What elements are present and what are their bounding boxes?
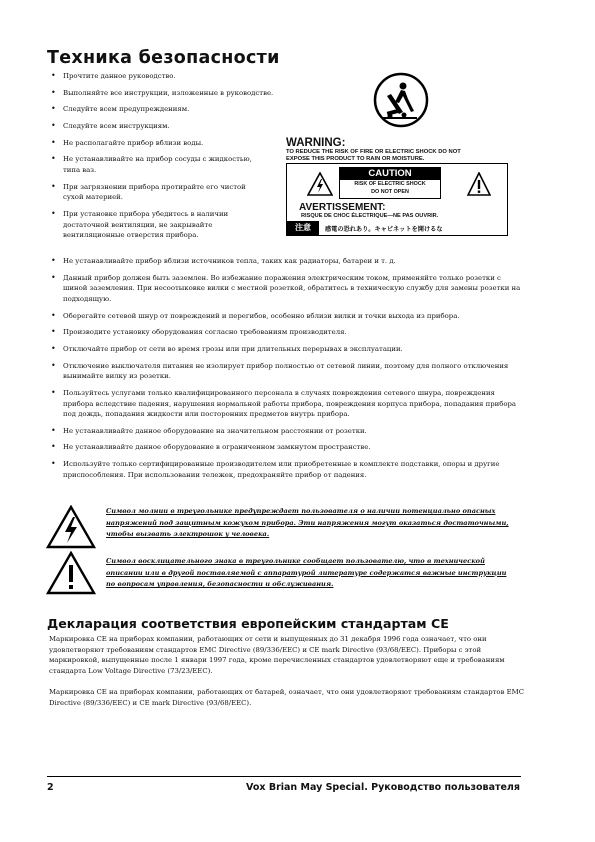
list-item: • Не устанавливайте данное оборудование в ограниченном замкнутом пространстве.	[49, 442, 527, 453]
list-item: • Выполняйте все инструкции, изложенные в руководстве.	[49, 88, 279, 99]
jp-text: 感電の恐れあり。キャビネットを開けるな	[325, 225, 443, 233]
footer-doc-title: Vox Brian May Special. Руководство пользователя	[246, 782, 520, 793]
warning-line1: TO REDUCE THE RISK OF FIRE OR ELECTRIC SHOCK DO NOT	[286, 149, 461, 155]
caution-panel	[339, 167, 441, 199]
footer-divider	[47, 776, 521, 777]
exclamation-symbol-note: Символ восклицательного знака в треугольнике сообщает пользователю, что в технической описании или в другой поставляемой с аппаратурой литературе содержатся важные инструкции по вопросам управления, безопасности и обслуживания.	[106, 557, 507, 589]
list-item: • Производите установку оборудования согласно требованиям производителя.	[49, 327, 527, 338]
list-item: • Используйте только сертифицированные производителем или приобретенные в комплекте подставки, опоры и другие приспособления. При использовании тележек, предохраняйте прибор от падения.	[49, 459, 527, 480]
list-item: • Пользуйтесь услугами только квалифицированного персонала в случаях повреждения сетевого шнура, повреждения прибора вследствие падения, нарушения нормальной работы прибора, повреждения корпуса прибора, попадания прибора под дождь, попадания жидкости или посторонних предметов внутрь прибора.	[49, 388, 527, 420]
lightning-triangle-icon	[46, 505, 96, 549]
caution-label: CAUTION	[340, 168, 440, 180]
list-item: • Не устанавливайте данное оборудование на значительном расстоянии от розетки.	[49, 426, 527, 437]
ce-paragraph-1: Маркировка CE на приборах компании, работающих от сети и выпущенных до 31 декабря 1996 года означает, что они удовлетворяют требованиям стандартов EMC Directive (89/336/EEC) и CE mark Directive (93/68/EEC). Приборы с этой маркировкой, выпущенные после 1 январи 1997 года, кроме перечисленных стандартов удовлетворяют еще и требованиям стандарта Low Voltage Directive (73/23/EEC).	[49, 635, 505, 675]
list-item: • Не располагайте прибор вблизи воды.	[49, 138, 279, 149]
avertissement-text: RISQUE DE CHOC ÉLECTRIQUE—NE PAS OUVRIR.	[301, 213, 439, 219]
ce-heading: Декларация соответствия европейским стандартам CE	[47, 616, 449, 631]
cart-tipover-icon	[373, 72, 429, 128]
avertissement-heading: AVERTISSEMENT:	[299, 202, 386, 213]
list-item: • Следуйте всем предупреждениям.	[49, 104, 279, 115]
ce-paragraph-2: Маркировка CE на приборах компании, работающих от батарей, означает, что они удовлетворяют требованиям стандартов EMC Directive (89/336/EEC) и CE mark Directive (93/68/EEC).	[49, 688, 525, 707]
list-item: • Следуйте всем инструкциям.	[49, 121, 279, 132]
exclamation-triangle-icon	[46, 551, 96, 595]
list-item: • Отключение выключателя питания не изолирует прибор полностью от сетевой линии, поэтому для полного отключения вынимайте вилку из розетки.	[49, 361, 527, 382]
list-item: • Отключайте прибор от сети во время грозы или при длительных перерывах в эксплуатации.	[49, 344, 527, 355]
caution-sub2: DO NOT OPEN	[371, 189, 409, 195]
caution-box	[286, 163, 508, 236]
caution-sub1: RISK OF ELECTRIC SHOCK	[354, 181, 426, 187]
page-number: 2	[47, 782, 54, 793]
jp-label: 注意	[287, 221, 319, 235]
list-item: • Не устанавливайте на прибор сосуды с жидкостью, типа ваз.	[49, 154, 258, 175]
list-item: • При установке прибора убедитесь в наличии достаточной вентиляции, не закрывайте вентиляционные отверстия прибора.	[49, 209, 263, 241]
warning-heading: WARNING:	[286, 137, 346, 149]
safety-list-wide	[49, 256, 527, 486]
page-title: Техника безопасности	[47, 48, 280, 68]
jp-warning-row	[287, 221, 506, 235]
warning-line2: EXPOSE THIS PRODUCT TO RAIN OR MOISTURE.	[286, 156, 425, 163]
list-item: • Оберегайте сетевой шнур от повреждений и перегибов, особенно вблизи вилки и точки выхода из прибора.	[49, 311, 527, 322]
lightning-symbol-note: Символ молнии в треугольнике предупреждает пользователя о наличии потенциально опасных напряжений под защитным кожухом прибора. Эти напряжения могут оказаться достаточными, чтобы вызвать электрошок у человека.	[106, 507, 509, 539]
list-item: • Данный прибор должен быть заземлен. Во избежание поражения электрическим током, применяйте только розетки с шиной заземления. При несоотыковке вилки с местной розеткой, обратитесь в техническую службу для замены розетки на подходящую.	[49, 273, 527, 305]
list-item: • Прочтите данное руководство.	[49, 71, 279, 82]
exclamation-triangle-icon	[467, 172, 491, 196]
lightning-triangle-icon	[307, 172, 333, 196]
list-item: • При загрязнении прибора протирайте его чистой сухой материей.	[49, 182, 263, 203]
warning-block	[286, 137, 510, 164]
list-item: • Не устанавливайте прибор вблизи источников тепла, таких как радиаторы, батареи и т. д.	[49, 256, 527, 267]
safety-list-narrow	[49, 71, 279, 247]
